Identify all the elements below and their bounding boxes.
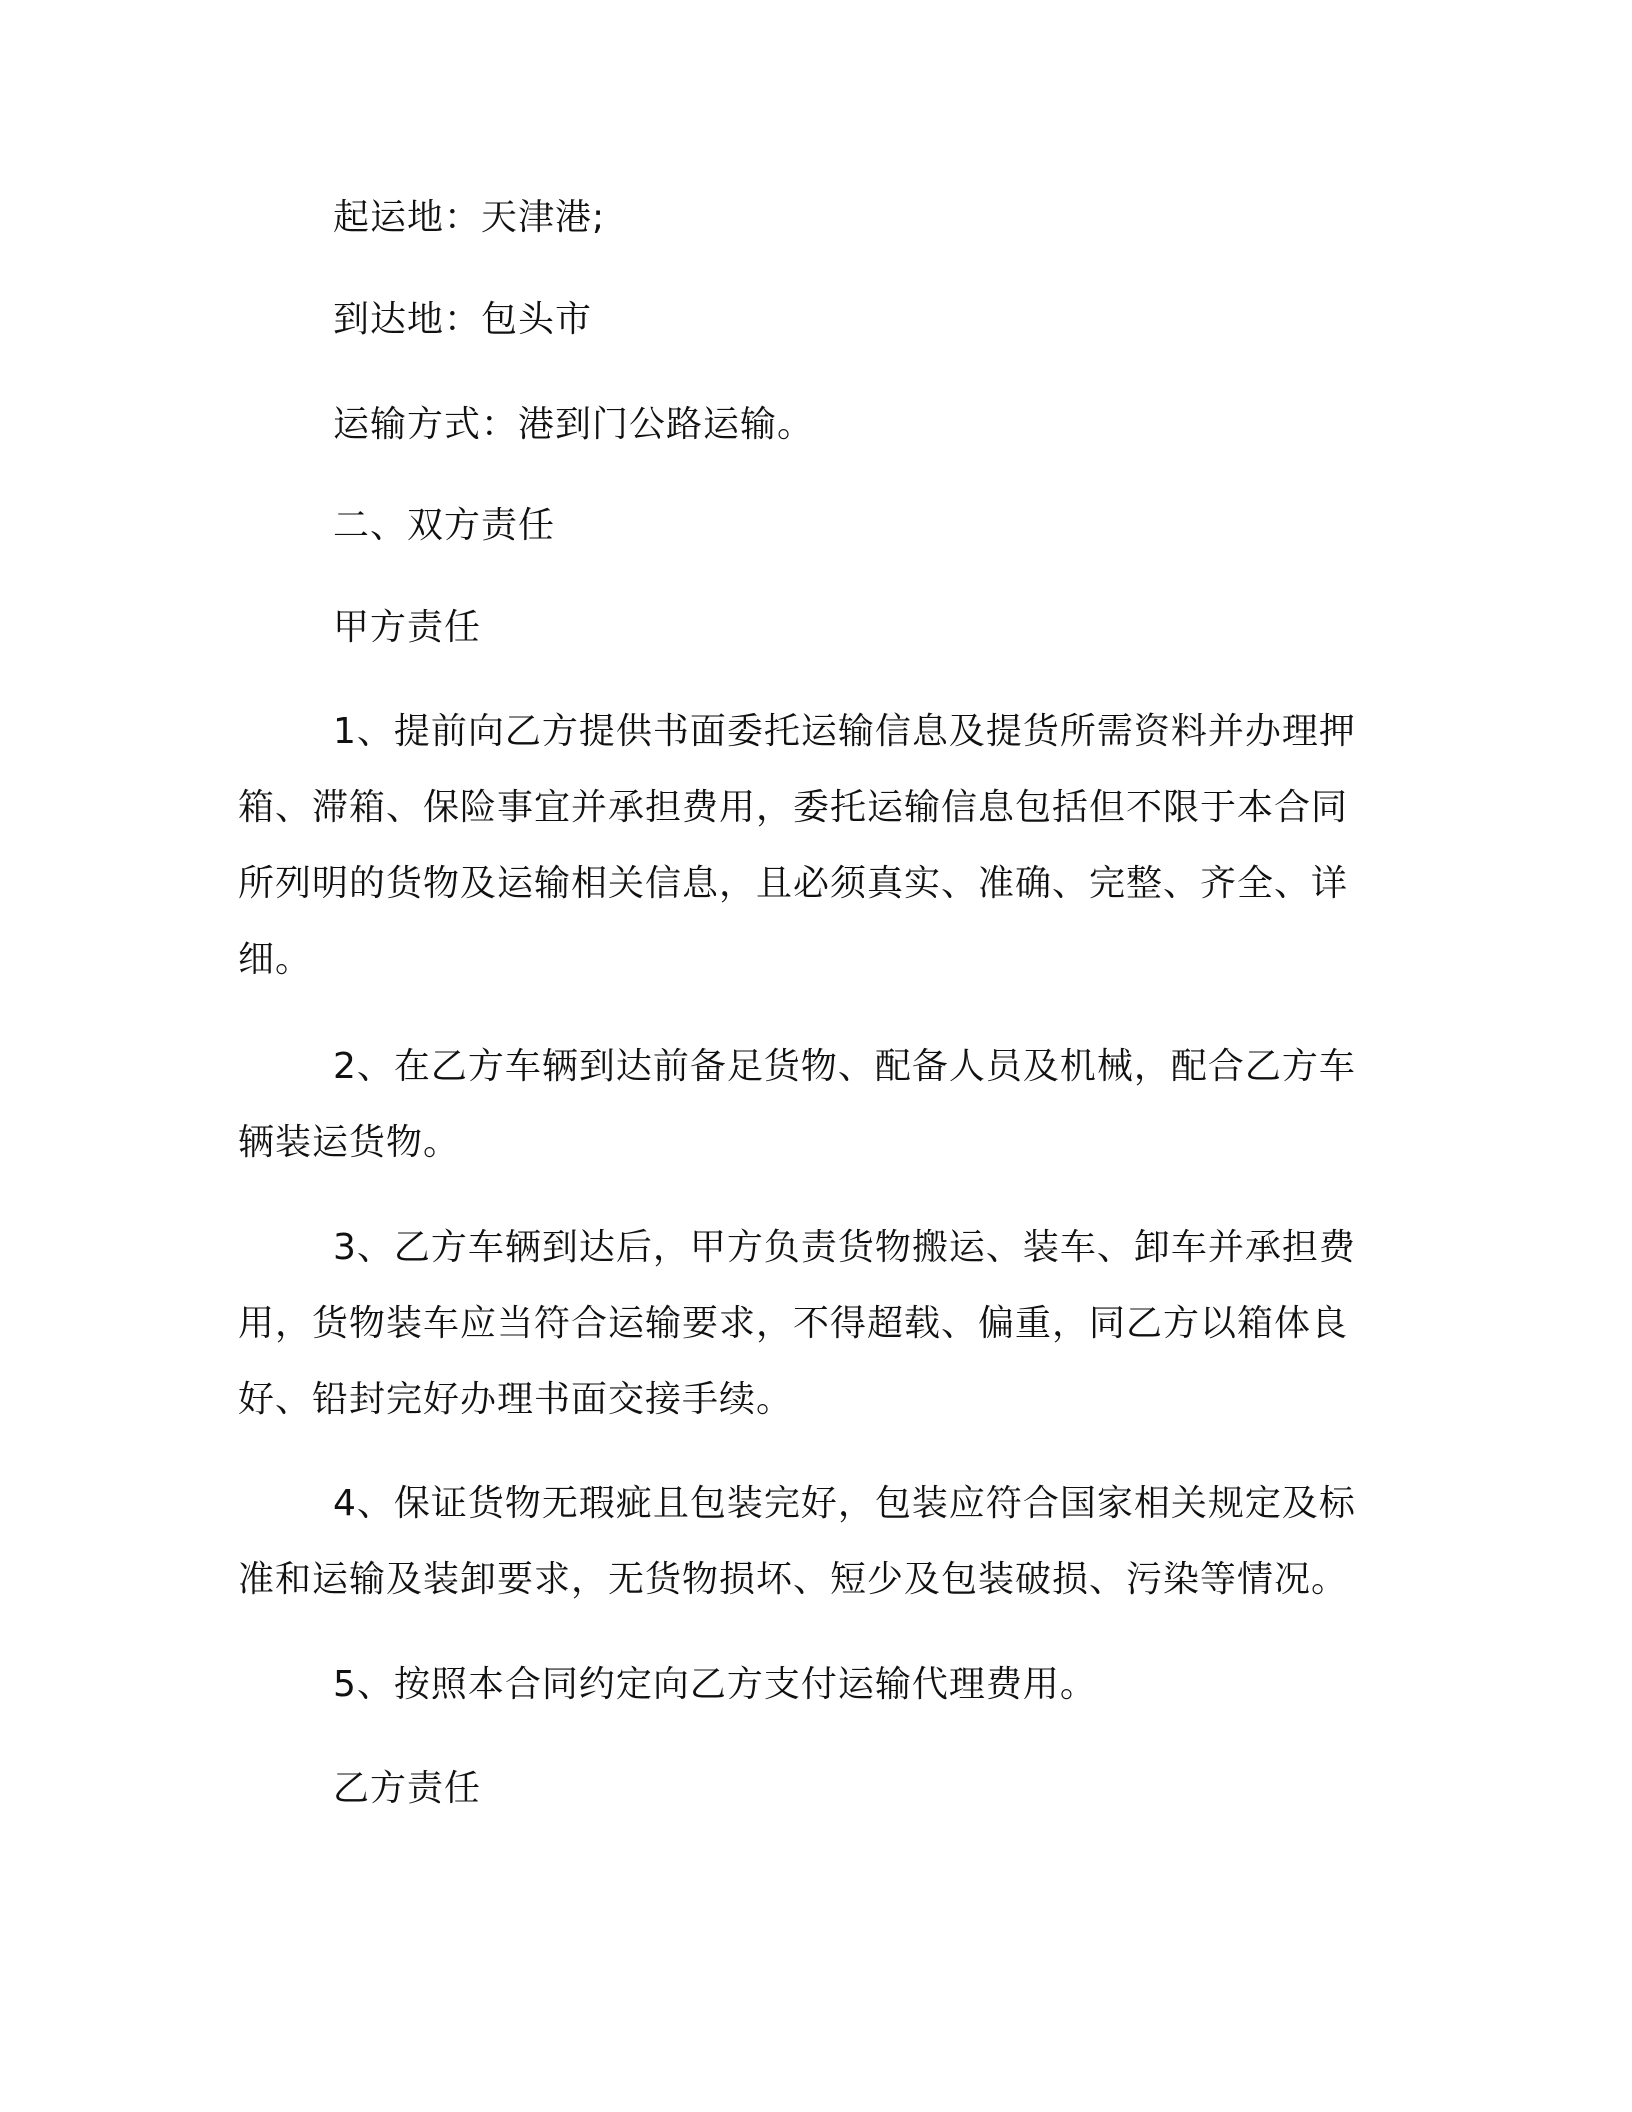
item1-line4: 细。	[238, 939, 313, 980]
item4-line1: 4、保证货物无瑕疵且包装完好，包装应符合国家相关规定及标	[333, 1483, 1356, 1524]
destination-line: 到达地：包头市	[333, 299, 593, 340]
section-heading: 二、双方责任	[333, 505, 556, 546]
transport-mode-line: 运输方式：港到门公路运输。	[333, 404, 815, 445]
party-b-heading: 乙方责任	[333, 1768, 482, 1809]
party-a-heading: 甲方责任	[333, 607, 482, 648]
item1-line2: 箱、滞箱、保险事宜并承担费用，委托运输信息包括但不限于本合同	[238, 787, 1349, 828]
item5-line1: 5、按照本合同约定向乙方支付运输代理费用。	[333, 1664, 1097, 1705]
item3-line2: 用，货物装车应当符合运输要求，不得超载、偏重，同乙方以箱体良	[238, 1303, 1349, 1344]
item2-line1: 2、在乙方车辆到达前备足货物、配备人员及机械，配合乙方车	[333, 1046, 1356, 1087]
origin-line: 起运地：天津港;	[333, 197, 606, 238]
item1-line1: 1、提前向乙方提供书面委托运输信息及提货所需资料并办理押	[333, 711, 1356, 752]
item1-line3: 所列明的货物及运输相关信息，且必须真实、准确、完整、齐全、详	[238, 863, 1349, 904]
item3-line3: 好、铅封完好办理书面交接手续。	[238, 1379, 794, 1420]
item3-line1: 3、乙方车辆到达后，甲方负责货物搬运、装车、卸车并承担费	[333, 1227, 1356, 1268]
item4-line2: 准和运输及装卸要求，无货物损坏、短少及包装破损、污染等情况。	[238, 1559, 1349, 1600]
item2-line2: 辆装运货物。	[238, 1122, 461, 1163]
